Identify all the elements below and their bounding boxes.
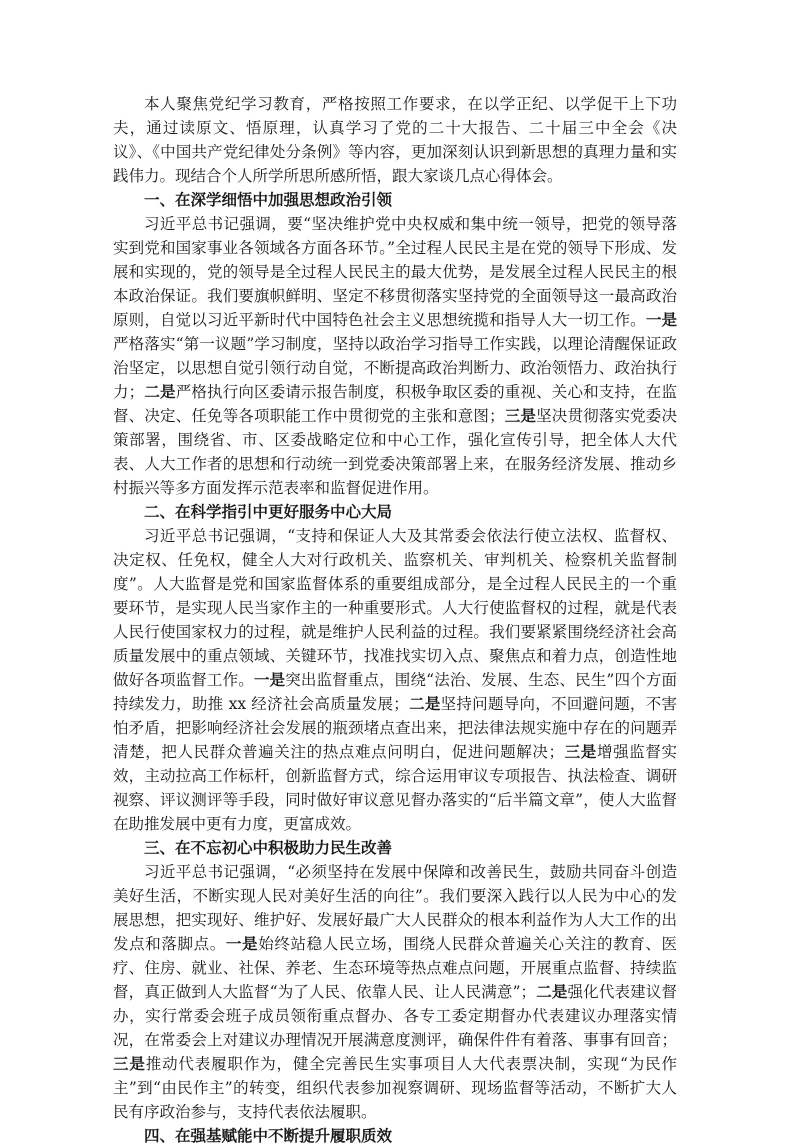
point-text-3-3: 推动代表履职作为，健全完善民生实事项目人大代表票决制，实现“为民作主”到“由民作主”的转变，组织代表参加视察调研、现场监督等活动，不断扩大人民有序政治参与，支持代表依法履职。	[113, 1055, 677, 1121]
point-text-1-1: 严格落实“第一议题”学习制度，坚持以政治学习指导工作实践，以理论清醒保证政治坚定，以思想自觉引领行动自觉，不断提高政治判断力、政治领悟力、政治执行力；	[113, 335, 677, 401]
section-heading-2: 二、在科学指引中更好服务中心大局	[144, 502, 393, 521]
section-body-3	[113, 860, 677, 1124]
section-heading-4: 四、在强基赋能中不断提升履职质效	[144, 1126, 393, 1145]
point-label-1-3: 三是	[504, 406, 537, 425]
point-label-3-3: 三是	[113, 1054, 146, 1073]
point-text-1-3: 坚决贯彻落实党委决策部署，围绕省、市、区委战略定位和中心工作，强化宣传引导，把全体人大代表、人大工作者的思想和行动统一到党委决策部署上来，在服务经济发展、推动乡村振兴等多方面发挥示范表率和监督促进作用。	[113, 407, 677, 497]
point-text-1-2: 严格执行向区委请示报告制度，积极争取区委的重视、关心和支持，在监督、决定、任免等各项职能工作中贯彻党的主张和意图；	[113, 383, 677, 425]
section-3-intro: 习近平总书记强调，“必须坚持在发展中保障和改善民生，鼓励共同奋斗创造美好生活，不断实现人民对美好生活的向往”。我们要深入践行以人民为中心的发展思想，把实现好、维护好、发展好最广大人民群众的根本利益作为人大工作的出发点和落脚点。	[113, 863, 677, 953]
document-page	[113, 92, 677, 1148]
point-label-3-1: 一是	[225, 934, 259, 953]
point-label-3-2: 二是	[536, 982, 568, 1001]
section-heading-1: 一、在深学细悟中加强思想政治引领	[144, 190, 393, 209]
point-label-2-1: 一是	[253, 670, 286, 689]
point-text-3-2: 强化代表建议督办，实行常委会班子成员领衔重点督办、各专工委定期督办代表建议办理落实情况，在常委会上对建议办理情况开展满意度测评，确保件件有着落、事事有回音；	[113, 983, 677, 1049]
intro-paragraph: 本人聚焦党纪学习教育，严格按照工作要求，在以学正纪、以学促干上下功夫，通过读原文、悟原理，认真学习了党的二十大报告、二十届三中全会《决议》、《中国共产党纪律处分条例》等内容，更加深刻认识到新思想的真理力量和实践伟力。现结合个人所学所思所感所悟，跟大家谈几点心得体会。	[113, 95, 677, 185]
section-1-intro: 习近平总书记强调，要“坚决维护党中央权威和集中统一领导，把党的领导落实到党和国家事业各领域各方面各环节。”全过程人民民主是在党的领导下形成、发展和实现的，党的领导是全过程人民民主的最大优势，是发展全过程人民民主的根本政治保证。我们要旗帜鲜明、坚定不移贯彻落实坚持党的全面领导这一最高政治原则，自觉以习近平新时代中国特色社会主义思想统揽和指导人大一切工作。	[113, 215, 677, 329]
section-body-1	[113, 212, 677, 500]
section-2-intro: 习近平总书记强调，“支持和保证人大及其常委会依法行使立法权、监督权、决定权、任免权，健全人大对行政机关、监察机关、审判机关、检察机关监督制度”。人大监督是党和国家监督体系的重要组成部分，是全过程人民民主的一个重要环节，是实现人民当家作主的一种重要形式。人大行使监督权的过程，就是代表人民行使国家权力的过程，就是维护人民利益的过程。我们要紧紧围绕经济社会高质量发展中的重点领域、关键环节，找准找实切入点、聚焦点和着力点，创造性地做好各项监督工作。	[113, 527, 677, 689]
point-text-2-3: 增强监督实效，主动拉高工作标杆，创新监督方式，综合运用审议专项报告、执法检查、调研视察、评议测评等手段，同时做好审议意见督办落实的“后半篇文章”，使人大监督在助推发展中更有力度，更富成效。	[113, 743, 677, 833]
section-body-2	[113, 524, 677, 836]
point-label-1-2: 二是	[144, 382, 176, 401]
point-label-2-2: 二是	[408, 694, 441, 713]
point-label-2-3: 三是	[564, 742, 597, 761]
point-text-2-2: 坚持问题导向，不回避问题，不害怕矛盾，把影响经济社会发展的瓶颈堵点查出来，把法律法规实施中存在的问题弄清楚，把人民群众普遍关注的热点难点问明白，促进问题解决；	[113, 695, 677, 761]
point-label-1-1: 一是	[645, 310, 677, 329]
point-text-2-1: 突出监督重点，围绕“法治、发展、生态、民生”四个方面持续发力，助推 xx 经济社会高质量发展；	[113, 671, 677, 713]
point-text-3-1: 始终站稳人民立场，围绕人民群众普遍关心关注的教育、医疗、住房、就业、社保、养老、生态环境等热点难点问题，开展重点监督、持续监督，真正做到人大监督“为了人民、依靠人民、让人民满意”；	[113, 935, 677, 1001]
section-heading-3: 三、在不忘初心中积极助力民生改善	[144, 838, 393, 857]
